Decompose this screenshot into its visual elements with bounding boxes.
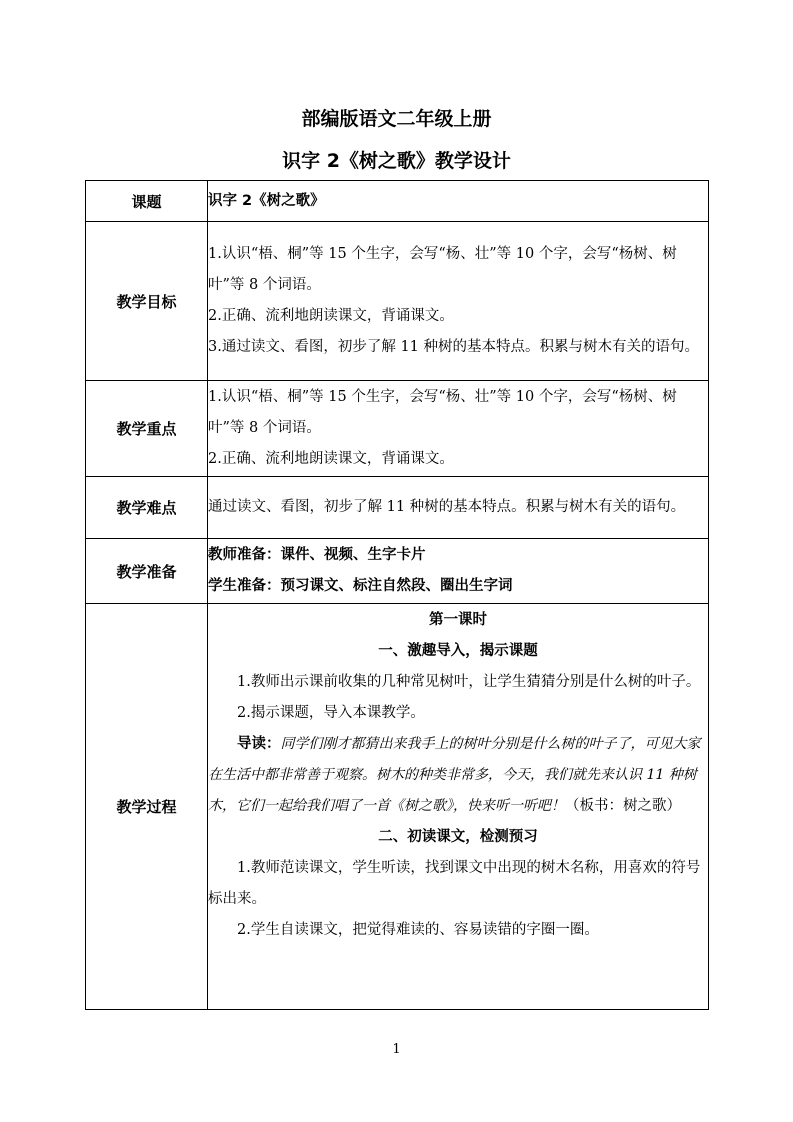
topic-label: 课题 xyxy=(86,181,208,222)
key-points-label: 教学重点 xyxy=(86,381,208,477)
step-item: 2.学生自读课文，把觉得难读的、容易读错的字圈一圈。 xyxy=(237,922,599,938)
step-item: 1.教师出示课前收集的几种常见树叶，让学生猜猜分别是什么树的叶子。 xyxy=(237,674,701,690)
lesson-plan-table xyxy=(85,180,709,1010)
process-label: 教学过程 xyxy=(86,604,208,1010)
section-heading: 二、初读课文，检测预习 xyxy=(378,829,538,845)
topic-value: 识字 2《树之歌》 xyxy=(208,181,709,222)
guide-label: 导读： xyxy=(237,736,281,752)
lesson-title: 第一课时 xyxy=(429,612,487,628)
document-subtitle: 识字 2《树之歌》教学设计 xyxy=(282,150,511,172)
preparation-content xyxy=(208,539,709,604)
document-title: 部编版语文二年级上册 xyxy=(301,108,492,130)
key-point-item: 1.认识“梧、桐”等 15 个生字，会写“杨、壮”等 10 个字，会写“杨树、树叶”等 8 个词语。 xyxy=(208,389,677,436)
table-row-process xyxy=(86,604,709,1010)
table-row-key-points xyxy=(86,381,709,477)
guide-text: 同学们刚才都猜出来我手上的树叶分别是什么树的叶子了，可见大家在生活中都非常善于观察。树木的种类非常多，今天，我们就先来认识 11 种树木，它们一起给我们唱了一首《树之歌》，快来听一听吧！ xyxy=(208,736,701,814)
goals-label: 教学目标 xyxy=(86,222,208,381)
key-points-content xyxy=(208,381,709,477)
guide-board-note: （板书：树之歌） xyxy=(565,798,681,814)
key-point-item: 2.正确、流利地朗读课文，背诵课文。 xyxy=(208,451,454,467)
difficulties-content xyxy=(208,477,709,539)
table-row-goals xyxy=(86,222,709,381)
table-row-difficulties xyxy=(86,477,709,539)
table-row-topic xyxy=(86,181,709,222)
guide-paragraph xyxy=(208,729,708,822)
goal-item: 3.通过读文、看图，初步了解 11 种树的基本特点。积累与树木有关的语句。 xyxy=(208,339,700,355)
difficulty-text: 通过读文、看图，初步了解 11 种树的基本特点。积累与树木有关的语句。 xyxy=(208,499,686,515)
section-heading: 一、激趣导入，揭示课题 xyxy=(378,643,538,659)
page-number: 1 xyxy=(392,1042,401,1057)
table-row-preparation xyxy=(86,539,709,604)
difficulties-label: 教学难点 xyxy=(86,477,208,539)
goal-item: 1.认识“梧、桐”等 15 个生字，会写“杨、壮”等 10 个字，会写“杨树、树叶”等 8 个词语。 xyxy=(208,246,677,293)
goals-content xyxy=(208,222,709,381)
preparation-label: 教学准备 xyxy=(86,539,208,604)
step-item: 2.揭示课题，导入本课教学。 xyxy=(237,705,425,721)
goal-item: 2.正确、流利地朗读课文，背诵课文。 xyxy=(208,308,454,324)
teacher-preparation: 教师准备：课件、视频、生字卡片 xyxy=(208,547,426,563)
student-preparation: 学生准备：预习课文、标注自然段、圈出生字词 xyxy=(208,578,513,594)
step-item: 1.教师范读课文，学生听读，找到课文中出现的树木名称，用喜欢的符号标出来。 xyxy=(208,860,701,907)
process-content xyxy=(208,604,709,1010)
